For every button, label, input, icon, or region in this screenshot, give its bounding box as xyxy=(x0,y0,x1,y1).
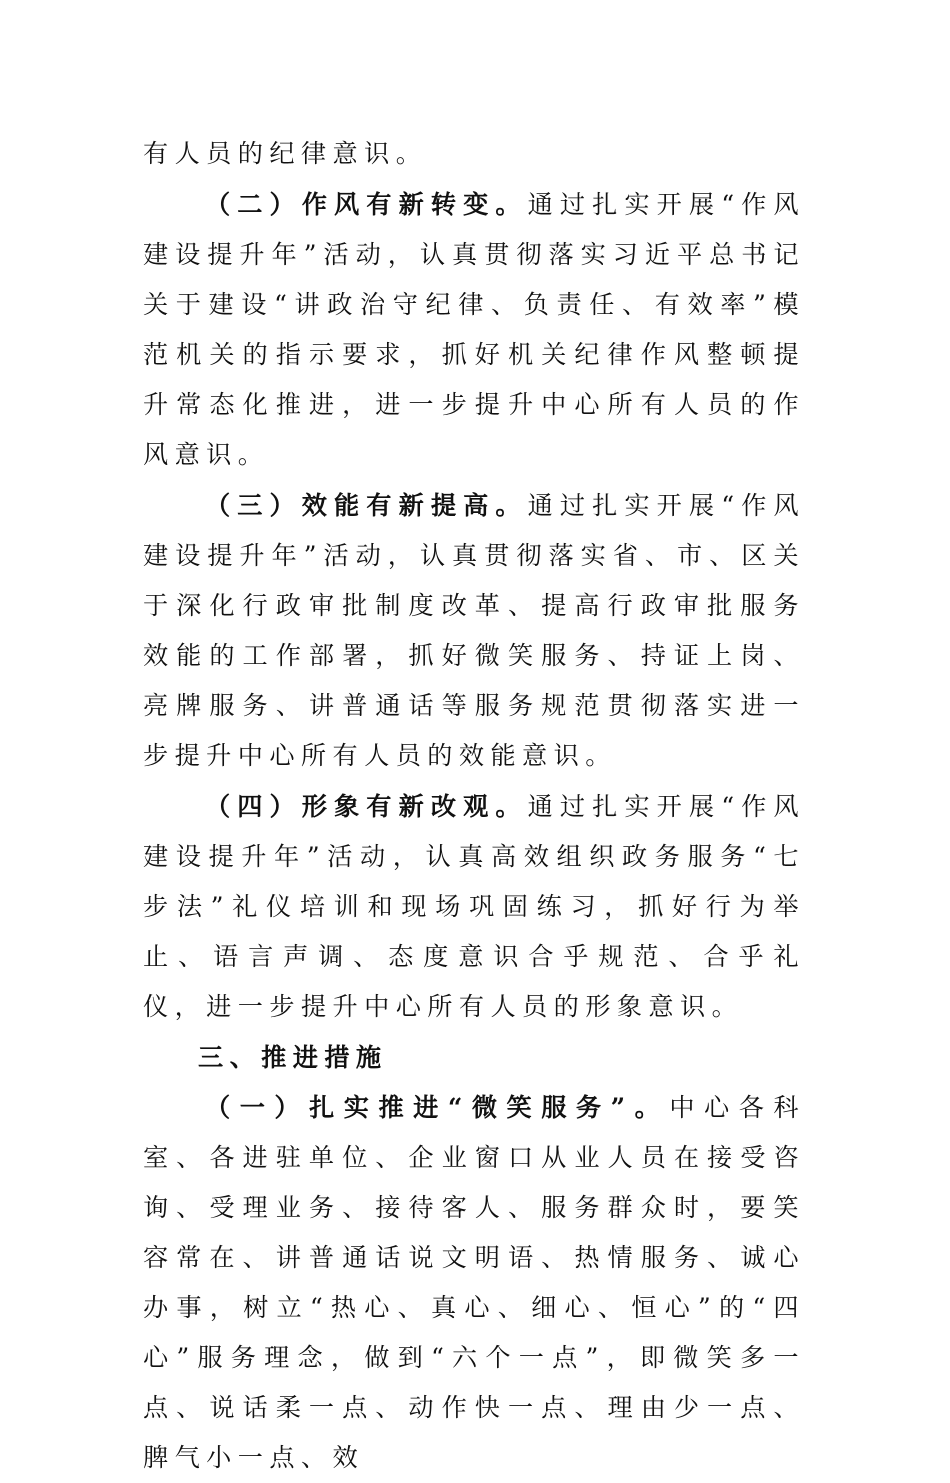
paragraph-lead: （二）作风有新转变。 xyxy=(205,189,528,219)
paragraph-lead: （三）效能有新提高。 xyxy=(205,490,528,520)
paragraph-style-change xyxy=(143,179,805,480)
paragraph-text: 通过扎实开展“作风建设提升年”活动，认真贯彻落实习近平总书记关于建设“讲政治守纪律、负责任、有效率”模范机关的指示要求，抓好机关纪律作风整顿提升常态化推进，进一步提升中心所有人员的作风意识。 xyxy=(143,190,805,469)
paragraph-text: 通过扎实开展“作风建设提升年”活动，认真贯彻落实省、市、区关于深化行政审批制度改革、提高行政审批服务效能的工作部署，抓好微笑服务、持证上岗、亮牌服务、讲普通话等服务规范贯彻落实进一步提升中心所有人员的效能意识。 xyxy=(143,491,805,770)
section-heading: 三、推进措施 xyxy=(198,1042,388,1072)
paragraph-lead: （四）形象有新改观。 xyxy=(205,791,528,821)
paragraph-image xyxy=(143,781,805,1032)
paragraph-text: 有人员的纪律意识。 xyxy=(143,139,428,168)
paragraph-efficiency xyxy=(143,480,805,781)
paragraph-continuation xyxy=(143,129,805,179)
paragraph-smile-service xyxy=(143,1082,805,1483)
paragraph-text: 中心各科室、各进驻单位、企业窗口从业人员在接受咨询、受理业务、接待客人、服务群众时，要笑容常在、讲普通话说文明语、热情服务、诚心办事，树立“热心、真心、细心、恒心”的“四心”服务理念，做到“六个一点”，即微笑多一点、说话柔一点、动作快一点、理由少一点、脾气小一点、效 xyxy=(143,1093,805,1472)
paragraph-text: 通过扎实开展“作风建设提升年”活动，认真高效组织政务服务“七步法”礼仪培训和现场巩固练习，抓好行为举止、语言声调、态度意识合乎规范、合乎礼仪，进一步提升中心所有人员的形象意识。 xyxy=(143,792,805,1021)
paragraph-lead: （一）扎实推进“微笑服务”。 xyxy=(205,1092,670,1122)
document-body xyxy=(143,129,805,1483)
